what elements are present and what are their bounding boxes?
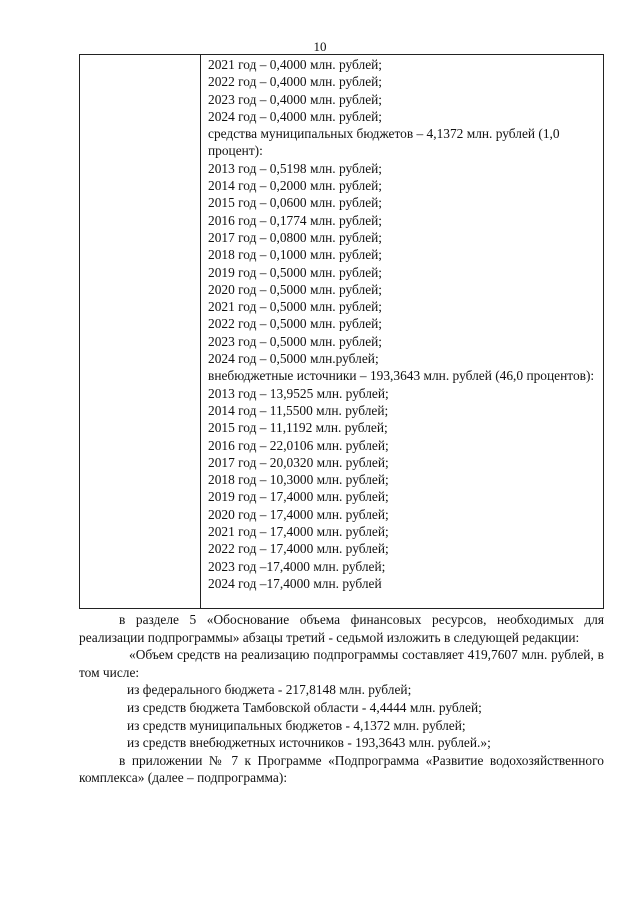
table-line: 2018 год – 0,1000 млн. рублей;	[208, 247, 383, 263]
section-5-amendment-paragraph: в разделе 5 «Обоснование объема финансовых ресурсов, необходимых для реализации подпрограммы» абзацы третий - седьмой изложить в следующей редакции:	[79, 612, 604, 645]
table-line-extrabudgetary-total: внебюджетные источники – 193,3643 млн. рублей (46,0 процентов):	[208, 368, 595, 384]
funding-table-cell	[208, 56, 600, 592]
funding-source-municipal: из средств муниципальных бюджетов - 4,1372 млн. рублей;	[127, 717, 466, 733]
total-volume-paragraph: «Объем средств на реализацию подпрограммы составляет 419,7607 млн. рублей, в том числе:	[79, 647, 604, 680]
table-line: 2021 год – 17,4000 млн. рублей;	[208, 524, 389, 540]
table-column-divider	[200, 54, 201, 609]
table-line: 2021 год – 0,5000 млн. рублей;	[208, 299, 383, 315]
table-line: 2024 год – 0,4000 млн. рублей;	[208, 108, 383, 124]
page-number: 10	[313, 39, 327, 54]
table-line: 2020 год – 0,5000 млн. рублей;	[208, 281, 383, 297]
table-line: 2014 год – 0,2000 млн. рублей;	[208, 178, 383, 194]
document-body	[79, 611, 604, 787]
table-line: 2023 год – 0,5000 млн. рублей;	[208, 333, 383, 349]
table-line: 2015 год – 0,0600 млн. рублей;	[208, 195, 383, 211]
table-line: 2024 год – 0,5000 млн.рублей;	[208, 351, 379, 367]
table-line: 2013 год – 0,5198 млн. рублей;	[208, 160, 383, 176]
funding-source-extrabudgetary: из средств внебюджетных источников - 193,3643 млн. рублей.»;	[127, 735, 491, 751]
table-line: 2023 год – 0,4000 млн. рублей;	[208, 91, 383, 107]
table-line: 2023 год –17,4000 млн. рублей;	[208, 558, 386, 574]
table-line: 2015 год – 11,1192 млн. рублей;	[208, 420, 388, 436]
table-line: 2014 год – 11,5500 млн. рублей;	[208, 402, 389, 418]
table-line: 2020 год – 17,4000 млн. рублей;	[208, 506, 389, 522]
table-line: 2021 год – 0,4000 млн. рублей;	[208, 57, 383, 72]
table-line: 2022 год – 0,4000 млн. рублей;	[208, 74, 383, 90]
funding-source-regional: из средств бюджета Тамбовской области - 4,4444 млн. рублей;	[127, 699, 482, 715]
table-line: 2016 год – 22,0106 млн. рублей;	[208, 437, 389, 453]
table-line: 2013 год – 13,9525 млн. рублей;	[208, 385, 389, 401]
funding-source-federal: из федерального бюджета - 217,8148 млн. рублей;	[127, 682, 412, 698]
table-line-municipal-total: средства муниципальных бюджетов – 4,1372 млн. рублей (1,0 процент):	[208, 126, 560, 159]
table-line: 2018 год – 10,3000 млн. рублей;	[208, 472, 389, 488]
appendix-7-paragraph: в приложении № 7 к Программе «Подпрограмма «Развитие водохозяйственного комплекса» (далее – подпрограмма):	[79, 752, 604, 786]
table-line: 2019 год – 17,4000 млн. рублей;	[208, 489, 389, 505]
table-line: 2019 год – 0,5000 млн. рублей;	[208, 264, 383, 280]
table-line: 2017 год – 20,0320 млн. рублей;	[208, 454, 389, 470]
table-line: 2017 год – 0,0800 млн. рублей;	[208, 229, 383, 245]
table-line: 2016 год – 0,1774 млн. рублей;	[208, 212, 383, 228]
table-line: 2024 год –17,4000 млн. рублей	[208, 575, 382, 591]
table-line: 2022 год – 17,4000 млн. рублей;	[208, 541, 389, 557]
table-line: 2022 год – 0,5000 млн. рублей;	[208, 316, 383, 332]
